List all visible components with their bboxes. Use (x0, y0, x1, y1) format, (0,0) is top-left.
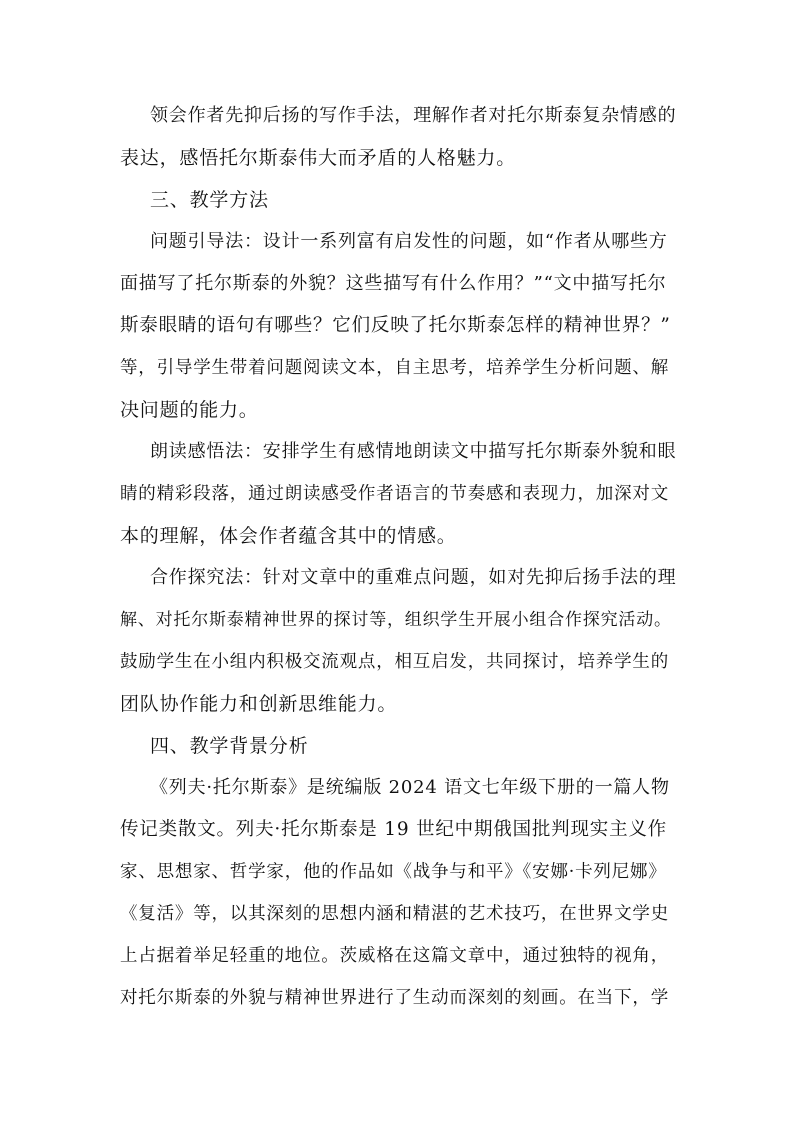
text-line: 本的理解，体会作者蕴含其中的情感。 (120, 525, 457, 547)
text-line: 家、思想家、哲学家，他的作品如《战争与和平》《安娜·卡列尼娜》 (120, 862, 667, 882)
text-line: 解、对托尔斯泰精神世界的探讨等，组织学生开展小组合作探究活动。 (120, 610, 672, 630)
text-line: 对托尔斯泰的外貌与精神世界进行了生动而深刻的刻画。在当下，学 (120, 988, 669, 1008)
text-line: 团队协作能力和创新思维能力。 (120, 693, 398, 715)
section-heading: 四、教学背景分析 (150, 735, 309, 757)
text-line: 睛的精彩段落，通过朗读感受作者语言的节奏感和表现力，加深对文 (120, 484, 669, 504)
text-line: 传记类散文。列夫·托尔斯泰是 19 世纪中期俄国批判现实主义作 (120, 819, 667, 840)
text-line: 领会作者先抑后扬的写作手法，理解作者对托尔斯泰复杂情感的 (150, 105, 677, 126)
text-line: 《复活》等，以其深刻的思想内涵和精湛的艺术技巧，在世界文学史 (120, 904, 669, 924)
text-line: 等，引导学生带着问题阅读文本，自主思考，培养学生分析问题、解 (120, 358, 669, 378)
text-line: 表达，感悟托尔斯泰伟大而矛盾的人格魅力。 (120, 147, 517, 169)
text-line: 合作探究法：针对文章中的重难点问题，如对先抑后扬手法的理 (150, 567, 677, 588)
text-line: 决问题的能力。 (120, 399, 259, 421)
text-line: 斯泰眼睛的语句有哪些？它们反映了托尔斯泰怎样的精神世界？” (120, 315, 671, 336)
text-line: 鼓励学生在小组内积极交流观点，相互启发，共同探讨，培养学生的 (120, 652, 669, 672)
text-line: 上占据着举足轻重的地位。茨威格在这篇文章中，通过独特的视角， (120, 946, 669, 966)
text-line: 朗读感悟法：安排学生有感情地朗读文中描写托尔斯泰外貌和眼 (150, 441, 677, 462)
text-line: 问题引导法：设计一系列富有启发性的问题，如“作者从哪些方 (150, 231, 668, 252)
text-line: 面描写了托尔斯泰的外貌？这些描写有什么作用？”“文中描写托尔 (120, 273, 667, 294)
text-line: 《列夫·托尔斯泰》是统编版 2024 语文七年级下册的一篇人物 (150, 777, 670, 798)
section-heading: 三、教学方法 (150, 189, 269, 211)
